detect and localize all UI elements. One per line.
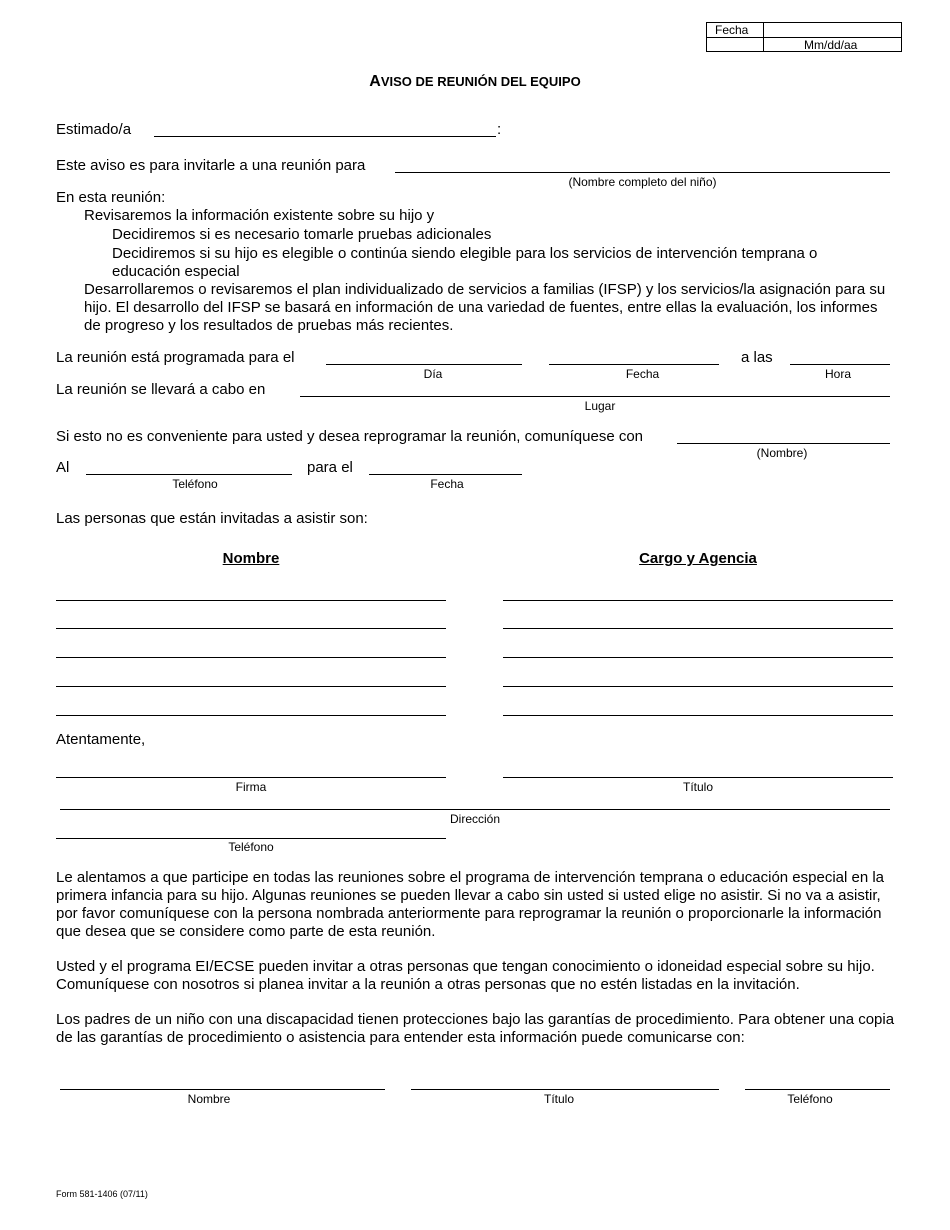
- signer-phone-field[interactable]: [56, 838, 446, 839]
- meeting-item-testing: Decidiremos si es necesario tomarle pruebas adicionales: [112, 226, 492, 243]
- date-box: [706, 22, 902, 52]
- invitee-name-line-1[interactable]: [56, 600, 446, 601]
- contact-phone-caption: Teléfono: [172, 477, 218, 491]
- invitee-role-line-2[interactable]: [503, 628, 893, 629]
- invitee-name-line-3[interactable]: [56, 657, 446, 658]
- safeguards-contact-phone-field[interactable]: [745, 1089, 890, 1090]
- time-caption: Hora: [824, 367, 851, 381]
- invite-text: Este aviso es para invitarle a una reunión para: [56, 157, 366, 174]
- contact-phone-field[interactable]: [86, 474, 292, 475]
- signer-title-caption: Título: [682, 780, 713, 794]
- safeguards-contact-name-field[interactable]: [60, 1089, 385, 1090]
- meeting-time-field[interactable]: [790, 364, 890, 365]
- page-title: AVISO DE REUNIÓN DEL EQUIPO: [369, 73, 581, 90]
- recipient-name-field[interactable]: [154, 136, 496, 137]
- contact-name-caption-bottom: Nombre: [187, 1092, 231, 1106]
- form-number: Form 581-1406 (07/11): [56, 1189, 148, 1199]
- invite-others-paragraph: Usted y el programa EI/ECSE pueden invitar a otras personas que tengan conocimiento o idoneidad especial sobre su hijo. Comuníquese con nosotros si planea invitar a la reunión a otras personas que no estén listadas en la invitación.: [56, 958, 875, 993]
- child-name-field[interactable]: [395, 172, 890, 173]
- meeting-item-eligibility: Decidiremos si su hijo es elegible o continúa siendo elegible para los servicios de intervención temprana o educación especial: [112, 245, 818, 280]
- signature-caption: Firma: [235, 780, 267, 794]
- invitee-name-line-4[interactable]: [56, 686, 446, 687]
- meeting-intro: En esta reunión:: [56, 189, 166, 206]
- meeting-date-field[interactable]: [549, 364, 719, 365]
- schedule-label: La reunión está programada para el: [56, 349, 295, 366]
- signer-phone-caption: Teléfono: [228, 840, 274, 854]
- location-label: La reunión se llevará a cabo en: [56, 381, 266, 398]
- invitee-name-line-2[interactable]: [56, 628, 446, 629]
- column-header-role: Cargo y Agencia: [639, 550, 757, 567]
- signature-field[interactable]: [56, 777, 446, 778]
- date-caption: Fecha: [625, 367, 660, 381]
- address-caption: Dirección: [449, 812, 500, 826]
- invited-intro: Las personas que están invitadas a asistir son:: [56, 510, 368, 527]
- meeting-day-field[interactable]: [326, 364, 522, 365]
- invitee-role-line-4[interactable]: [503, 686, 893, 687]
- day-caption: Día: [423, 367, 443, 381]
- address-field[interactable]: [60, 809, 890, 810]
- procedural-safeguards-paragraph: Los padres de un niño con una discapacidad tienen protecciones bajo las garantías de procedimiento. Para obtener una copia de las garantías de procedimiento o asistencia para entender esta información puede comunicarse con:: [56, 1011, 895, 1046]
- contact-phone-caption-bottom: Teléfono: [787, 1092, 833, 1106]
- contact-name-field[interactable]: [677, 443, 890, 444]
- participation-paragraph: Le alentamos a que participe en todas las reuniones sobre el programa de intervención temprana o educación especial en la primera infancia para su hijo. Algunas reuniones se pueden llevar a cabo sin usted si usted elige no asistir. Si no va a asistir, por favor comuníquese con la persona nombrada anteriormente para reprogramar la reunión o proporcionarle la información que desea que se considere como parte de esta reunión.: [56, 869, 885, 940]
- greeting-colon: :: [497, 121, 502, 138]
- column-header-name: Nombre: [222, 550, 280, 567]
- para-el-label: para el: [307, 459, 353, 476]
- reschedule-date-caption: Fecha: [430, 477, 464, 491]
- reschedule-date-field[interactable]: [369, 474, 522, 475]
- location-field[interactable]: [300, 396, 890, 397]
- signer-title-field[interactable]: [503, 777, 893, 778]
- meeting-item-ifsp: Desarrollaremos o revisaremos el plan individualizado de servicios a familias (IFSP) y los servicios/la asignación para su hijo. El desarrollo del IFSP se basará en información de una variedad de fuentes, entre ellas la evaluación, los informes de progreso y los resultados de pruebas más recientes.: [84, 281, 886, 334]
- greeting-label: Estimado/a: [56, 121, 132, 138]
- phone-prefix-label: Al: [56, 459, 70, 476]
- schedule-at-label: a las: [741, 349, 773, 366]
- invitee-name-line-5[interactable]: [56, 715, 446, 716]
- invitee-role-line-1[interactable]: [503, 600, 893, 601]
- reschedule-text: Si esto no es conveniente para usted y desea reprogramar la reunión, comuníquese con: [56, 428, 644, 445]
- closing-text: Atentamente,: [56, 731, 146, 748]
- invitee-role-line-5[interactable]: [503, 715, 893, 716]
- location-caption: Lugar: [584, 399, 616, 413]
- contact-title-caption-bottom: Título: [543, 1092, 574, 1106]
- contact-name-caption: (Nombre): [756, 446, 808, 460]
- safeguards-contact-title-field[interactable]: [411, 1089, 719, 1090]
- invitee-role-line-3[interactable]: [503, 657, 893, 658]
- meeting-item-review: Revisaremos la información existente sobre su hijo y: [84, 207, 435, 224]
- date-label: Fecha: [715, 23, 749, 37]
- child-name-caption: (Nombre completo del niño): [568, 175, 717, 189]
- date-format: Mm/dd/aa: [804, 38, 858, 52]
